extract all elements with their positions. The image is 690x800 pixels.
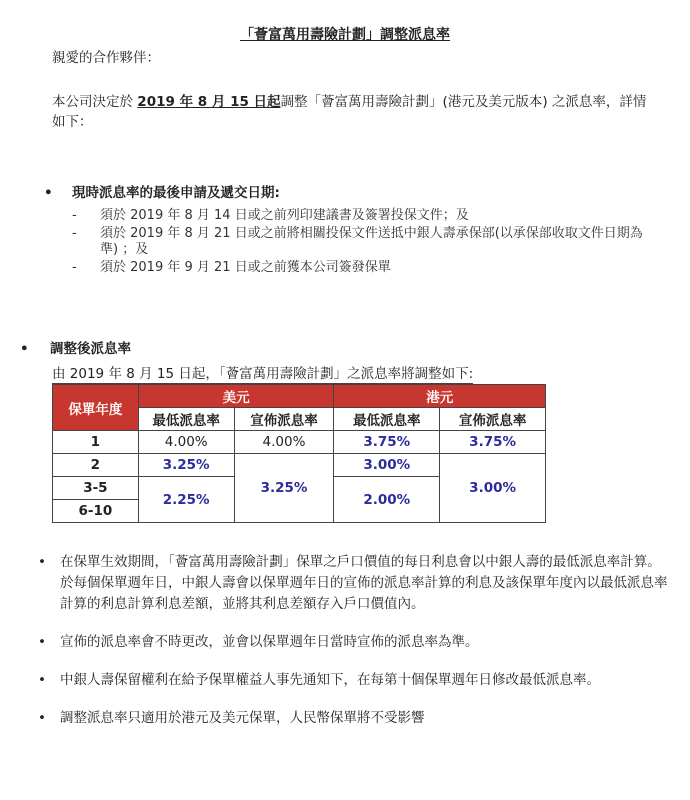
usd-min-cell: 3.25%: [138, 454, 234, 477]
note-text: 中銀人壽保留權利在給予保單權益人事先通知下，在每第十個保單週年日修改最低派息率。: [60, 672, 600, 688]
list-item: [38, 552, 668, 615]
note-text: 宣佈的派息率會不時更改，並會以保單週年日當時宣佈的派息率為準。: [60, 634, 479, 650]
usd-declared-header: 宣佈派息率: [234, 408, 334, 431]
rate-table: [52, 384, 546, 523]
usd-min-cell: 2.25%: [138, 477, 234, 523]
intro-before: 本公司決定於: [52, 94, 138, 110]
usd-declared-cell: 4.00%: [234, 431, 334, 454]
hkd-declared-cell: 3.75%: [440, 431, 546, 454]
list-item: [72, 260, 654, 276]
hkd-declared-cell: 3.00%: [440, 454, 546, 523]
deadline-item-text: 須於 2019 年 9 月 21 日或之前獲本公司簽發保單: [100, 260, 391, 275]
deadline-item-text: 須於 2019 年 8 月 14 日或之前列印建議書及簽署投保文件；及: [100, 208, 469, 223]
greeting: 親愛的合作夥伴：: [52, 50, 160, 66]
table-row: [53, 454, 546, 477]
deadline-heading-text: 現時派息率的最後申請及遞交日期:: [72, 185, 280, 201]
bullet-icon: •: [38, 634, 46, 650]
hkd-min-cell: 3.00%: [334, 454, 440, 477]
usd-min-cell: 4.00%: [138, 431, 234, 454]
list-item: [38, 670, 668, 691]
deadline-item-text: 須於 2019 年 8 月 21 日或之前將相關投保文件送抵中銀人壽承保部(以承保部收取文件日期為準) ；及: [100, 226, 643, 257]
usd-min-header: 最低派息率: [138, 408, 234, 431]
list-item: [38, 632, 668, 653]
usd-header: 美元: [138, 385, 334, 408]
note-text: 在保單生效期間，「薈富萬用壽險計劃」保單之戶口價值的每日利息會以中銀人壽的最低派息率計算。於每個保單週年日，中銀人壽會以保單週年日的宣佈的派息率計算的利息及該保單年度內以最低派息率計算的利息計算利息差額，並將其利息差額存入戶口價值內。: [60, 554, 668, 612]
deadline-heading: [44, 184, 654, 202]
adjusted-rate-heading: [20, 340, 660, 358]
deadline-list: [72, 208, 654, 276]
dash-icon: -: [72, 260, 77, 275]
policy-year-header: 保單年度: [53, 385, 139, 431]
deadline-section: [44, 184, 654, 278]
bullet-icon: •: [38, 554, 46, 570]
dash-icon: -: [72, 226, 77, 241]
bullet-icon: •: [20, 341, 29, 357]
dash-icon: -: [72, 208, 77, 223]
list-item: [72, 208, 654, 224]
bullet-icon: •: [44, 185, 53, 201]
hkd-min-cell: 3.75%: [334, 431, 440, 454]
usd-declared-cell: 3.25%: [234, 454, 334, 523]
hkd-min-cell: 2.00%: [334, 477, 440, 523]
year-cell: 6-10: [53, 500, 139, 523]
notes-list: [38, 552, 668, 729]
intro-paragraph: [52, 92, 652, 132]
intro-date: 2019 年 8 月 15 日起: [137, 94, 281, 110]
year-cell: 2: [53, 454, 139, 477]
adjusted-rate-intro: 由 2019 年 8 月 15 日起，「薈富萬用壽險計劃」之派息率將調整如下:: [52, 362, 473, 384]
hkd-declared-header: 宣佈派息率: [440, 408, 546, 431]
year-cell: 3-5: [53, 477, 139, 500]
bullet-icon: •: [38, 672, 46, 688]
table-row: [53, 385, 546, 408]
bullet-icon: •: [38, 710, 46, 726]
hkd-min-header: 最低派息率: [334, 408, 440, 431]
note-text: 調整派息率只適用於港元及美元保單，人民幣保單將不受影響: [60, 710, 425, 726]
year-cell: 1: [53, 431, 139, 454]
list-item: [72, 226, 654, 258]
intro-after: 調整「薈富萬用壽險計劃」(港元及美元版本) 之派息率，詳情如下：: [52, 94, 647, 130]
adjusted-rate-section: [20, 340, 660, 358]
adjusted-rate-heading-text: 調整後派息率: [50, 341, 131, 357]
list-item: [38, 708, 668, 729]
page-title: [0, 24, 690, 44]
hkd-header: 港元: [334, 385, 546, 408]
table-row: [53, 431, 546, 454]
title-text: 「薈富萬用壽險計劃」調整派息率: [240, 27, 450, 43]
